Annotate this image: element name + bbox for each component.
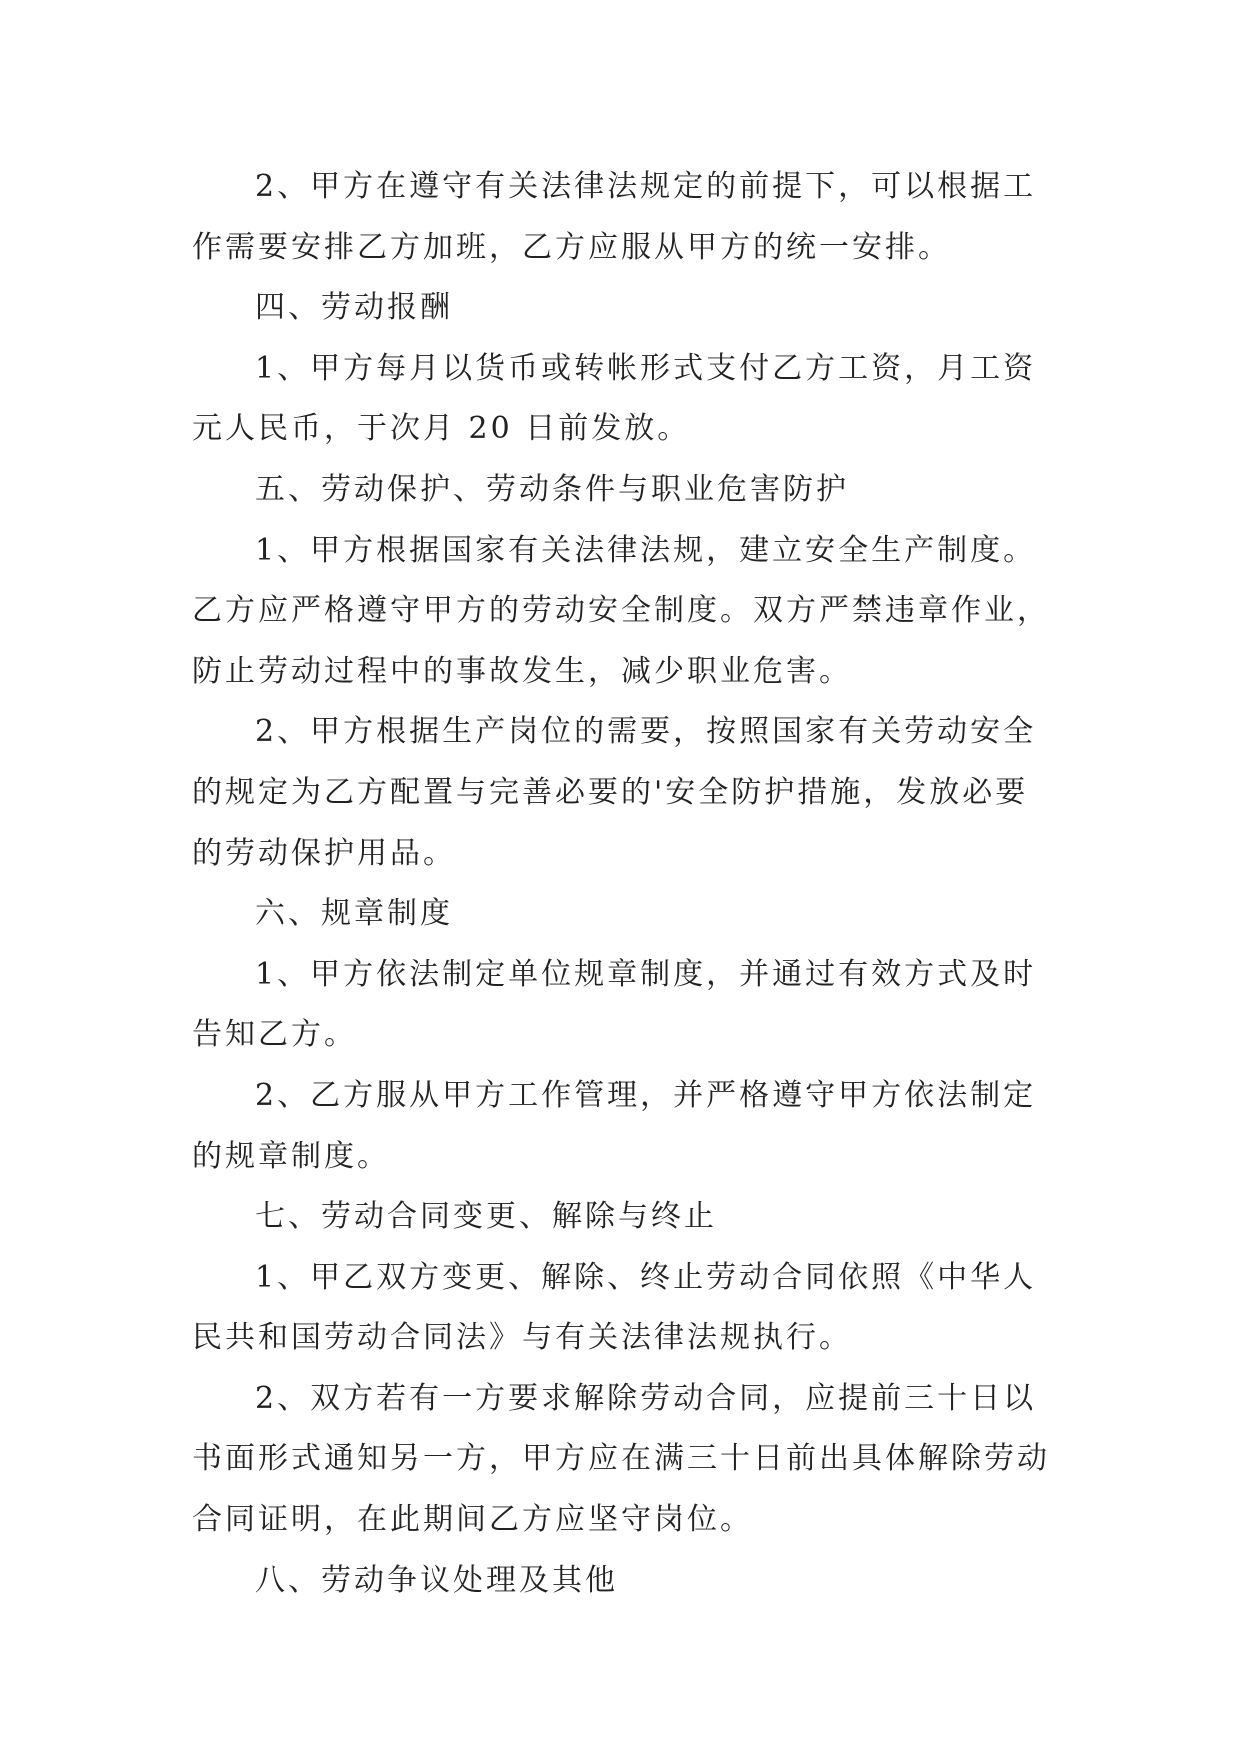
paragraph-line: 的规定为乙方配置与完善必要的'安全防护措施，发放必要: [192, 774, 1029, 810]
paragraph-line: 的规章制度。: [192, 1138, 390, 1174]
section-heading: 七、劳动合同变更、解除与终止: [255, 1199, 717, 1235]
paragraph-line: 元人民币，于次月 20 日前发放。: [192, 411, 691, 447]
paragraph-line: 2、甲方在遵守有关法律法规定的前提下，可以根据工: [255, 169, 1037, 204]
document-body: [192, 157, 1072, 1611]
paragraph-line: 1、甲方每月以货币或转帐形式支付乙方工资，月工资: [255, 350, 1037, 386]
paragraph-line: 2、乙方服从甲方工作管理，并严格遵守甲方依法制定: [255, 1077, 1037, 1113]
paragraph-line: 防止劳动过程中的事故发生，减少职业危害。: [192, 653, 852, 689]
section-heading: 八、劳动争议处理及其他: [255, 1562, 618, 1598]
section-heading: 四、劳动报酬: [255, 290, 453, 326]
paragraph-line: 2、甲方根据生产岗位的需要，按照国家有关劳动安全: [255, 714, 1037, 750]
section-heading: 五、劳动保护、劳动条件与职业危害防护: [255, 471, 849, 507]
section-heading: 六、规章制度: [255, 896, 453, 932]
paragraph-line: 2、双方若有一方要求解除劳动合同，应提前三十日以: [255, 1380, 1037, 1416]
paragraph-line: 1、甲方根据国家有关法律法规，建立安全生产制度。: [255, 532, 1037, 568]
paragraph-line: 民共和国劳动合同法》与有关法律法规执行。: [192, 1320, 852, 1356]
paragraph-line: 告知乙方。: [192, 1017, 357, 1053]
paragraph-line: 的劳动保护用品。: [192, 835, 456, 871]
paragraph-line: 乙方应严格遵守甲方的劳动安全制度。双方严禁违章作业，: [192, 593, 1050, 629]
paragraph-line: 1、甲乙双方变更、解除、终止劳动合同依照《中华人: [255, 1259, 1037, 1295]
paragraph-line: 书面形式通知另一方，甲方应在满三十日前出具体解除劳动: [192, 1441, 1050, 1477]
paragraph-line: 1、甲方依法制定单位规章制度，并通过有效方式及时: [255, 956, 1037, 992]
paragraph-line: 作需要安排乙方加班，乙方应服从甲方的统一安排。: [192, 229, 951, 265]
paragraph-line: 合同证明，在此期间乙方应坚守岗位。: [192, 1502, 753, 1538]
